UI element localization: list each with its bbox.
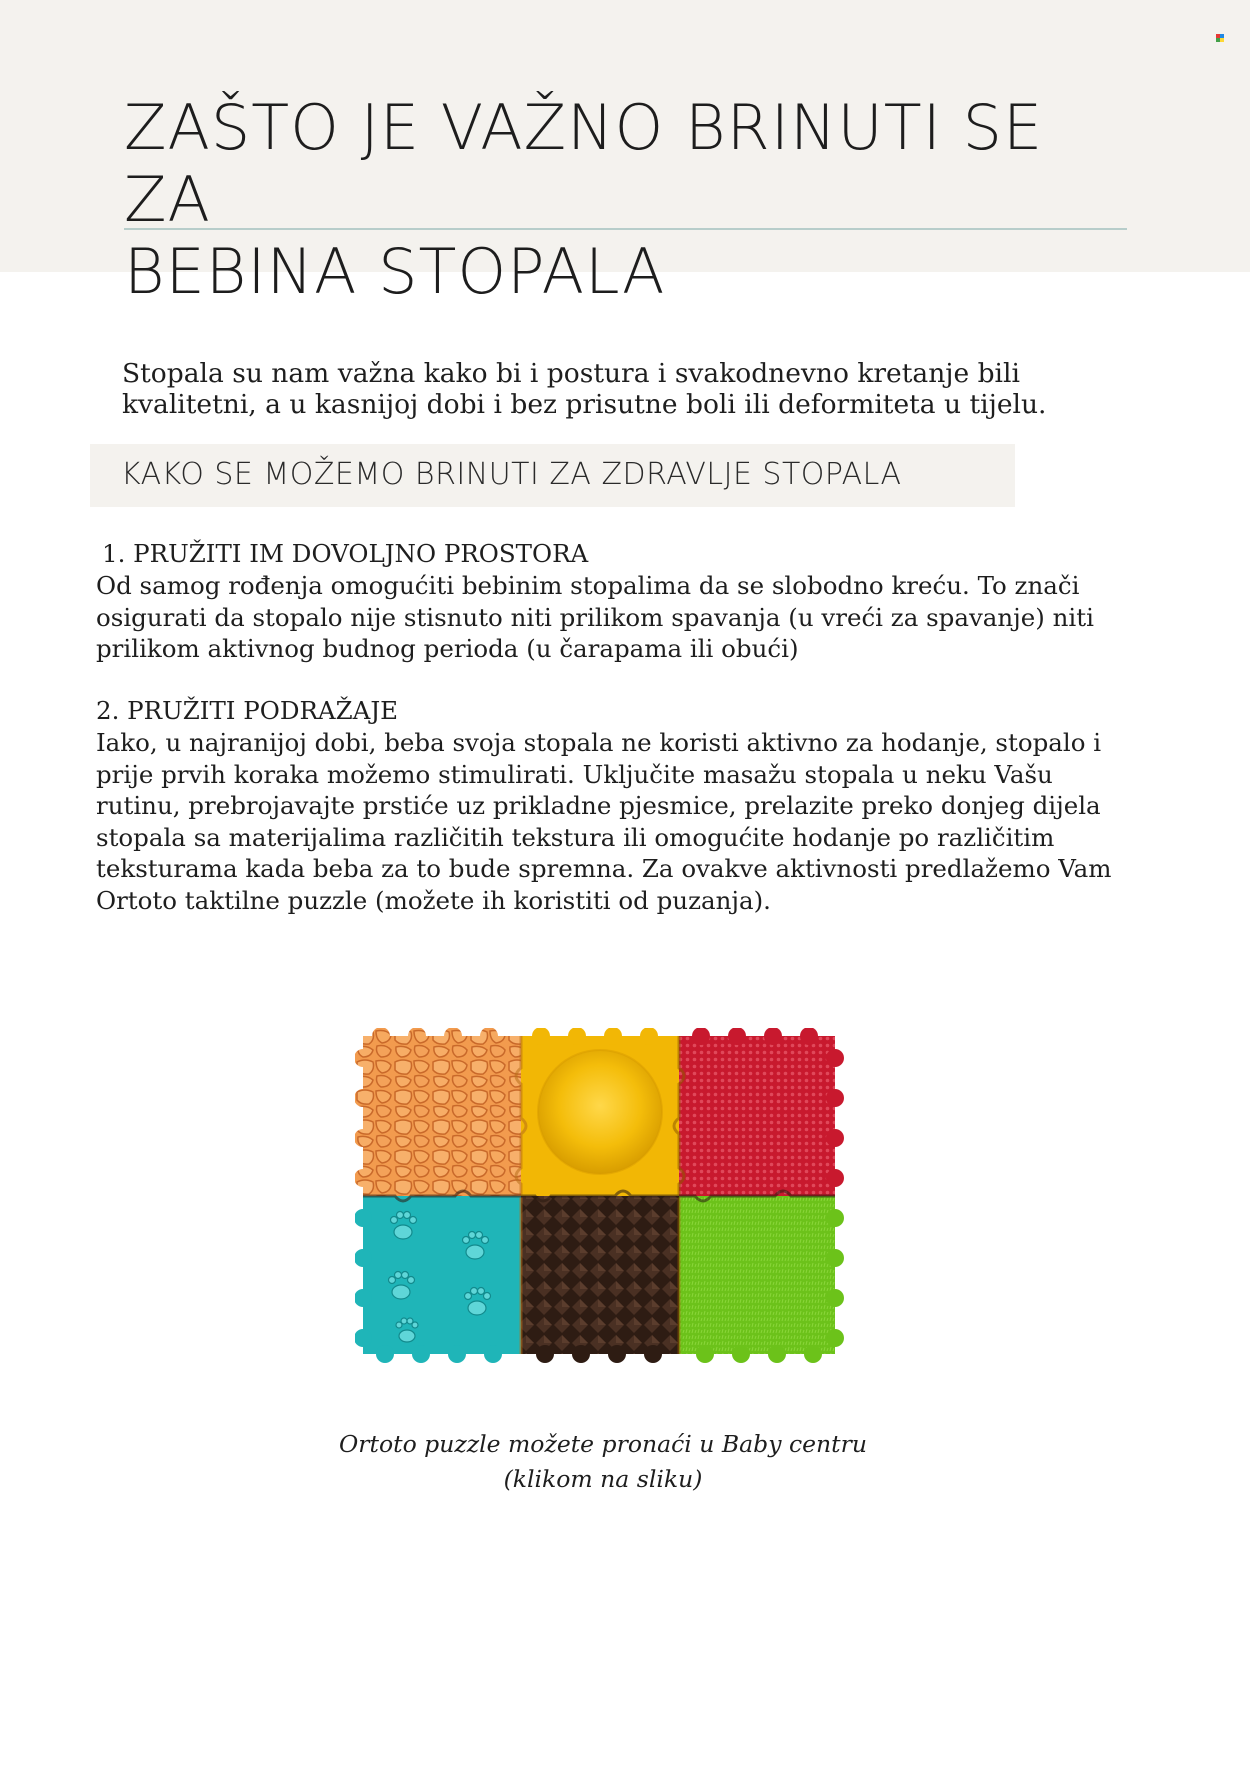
section-heading: 1. PRUŽITI IM DOVOLJNO PROSTORA <box>102 539 589 568</box>
section-space <box>96 538 1166 665</box>
section-subheading: KAKO SE MOŽEMO BRINUTI ZA ZDRAVLJE STOPALA <box>121 457 902 492</box>
section-line: prije prvih koraka možemo stimulirati. Uključite masažu stopala u neku Vašu <box>96 759 1053 789</box>
section-line: Iako, u najranijoj dobi, beba svoja stopala ne koristi aktivno za hodanje, stopalo i <box>96 728 1102 757</box>
page-title <box>124 92 1124 308</box>
puzzle-tile-yellow <box>521 1028 679 1196</box>
section-heading: 2. PRUŽITI PODRAŽAJE <box>96 696 399 725</box>
intro-paragraph <box>122 358 1122 420</box>
puzzle-mat-image[interactable] <box>355 1028 845 1363</box>
puzzle-tile-brown <box>521 1196 679 1363</box>
title-line-1: ZAŠTO JE VAŽNO BRINUTI SE ZA <box>124 91 1044 236</box>
section-line: prilikom aktivnog budnog perioda (u čarapama ili obući) <box>96 634 799 664</box>
caption-line-2: (klikom na sliku) <box>503 1465 703 1493</box>
section-line: Od samog rođenja omogućiti bebinim stopalima da se slobodno kreću. To znači <box>96 571 1080 600</box>
section-line: rutinu, prebrojavajte prstiće uz prikladne pjesmice, prelazite preko donjeg dijela <box>96 791 1101 821</box>
image-caption[interactable] <box>300 1427 906 1497</box>
title-line-2: BEBINA STOPALA <box>124 235 666 308</box>
logo-mark-icon <box>1216 34 1224 42</box>
section-line: Ortoto taktilne puzzle (možete ih koristiti od puzanja). <box>96 885 771 915</box>
section-line: osigurati da stopalo nije stisnuto niti prilikom spavanja (u vreći za spavanje) niti <box>96 602 1094 632</box>
puzzle-tile-red <box>679 1028 844 1196</box>
section-line: stopala sa materijalima različitih tekstura ili omogućite hodanje po različitim <box>96 822 1055 852</box>
intro-line-2: kvalitetni, a u kasnijoj dobi i bez prisutne boli ili deformiteta u tijelu. <box>122 389 1047 420</box>
caption-line-1: Ortoto puzzle možete pronaći u Baby centru <box>339 1430 867 1458</box>
section-stimuli <box>96 695 1166 917</box>
puzzle-tile-teal <box>355 1196 521 1363</box>
section-line: teksturama kada beba za to bude spremna. Za ovakve aktivnosti predlažemo Vam <box>96 854 1112 884</box>
title-underline <box>124 228 1127 230</box>
puzzle-tile-orange <box>355 1028 521 1196</box>
intro-line-1: Stopala su nam važna kako bi i postura i svakodnevno kretanje bili <box>122 358 1020 389</box>
puzzle-tile-green <box>679 1196 844 1363</box>
